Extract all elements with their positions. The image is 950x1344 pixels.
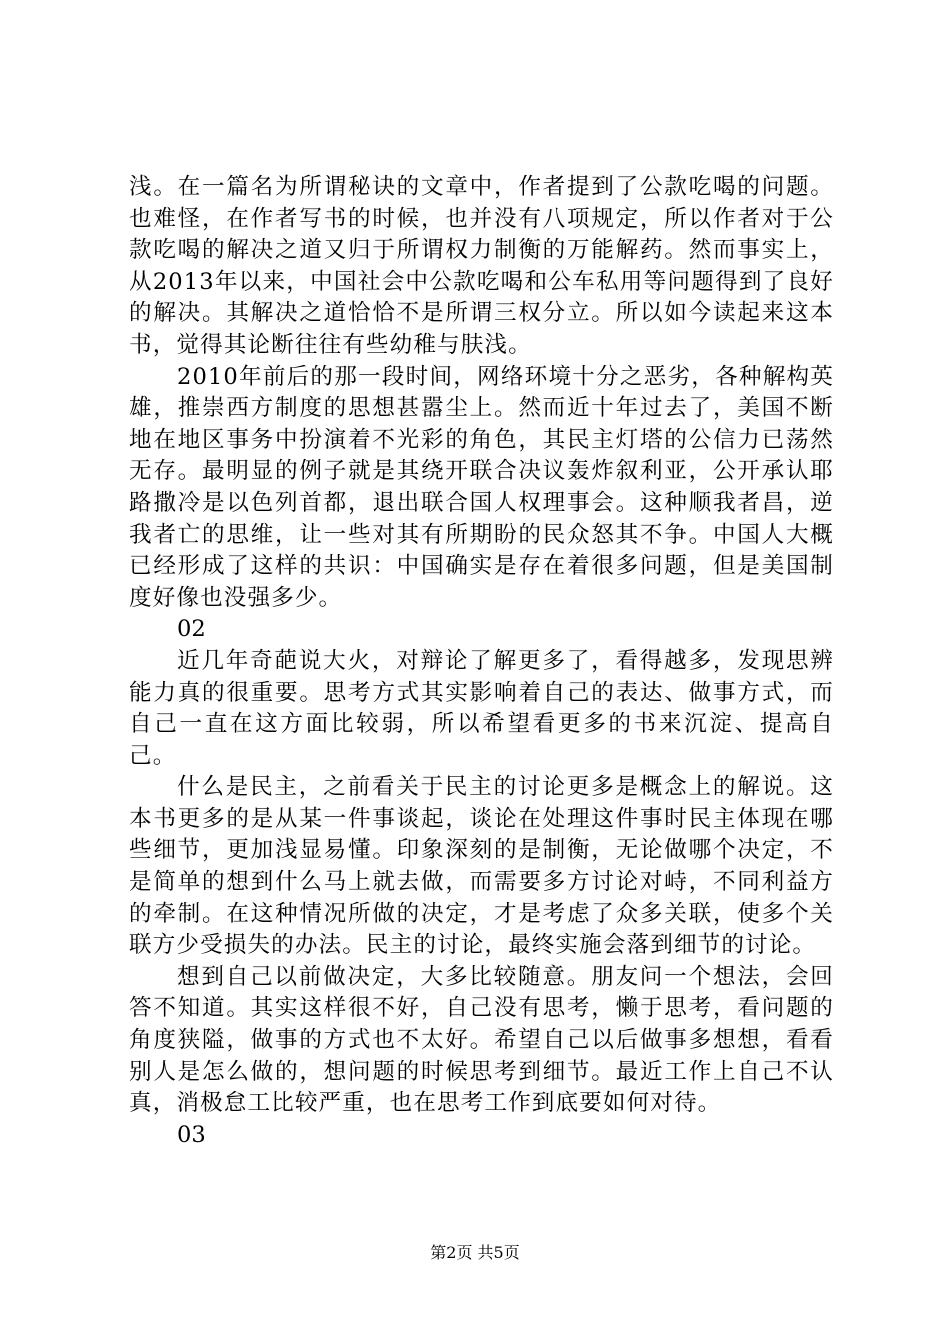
paragraph: 2010年前后的那一段时间，网络环境十分之恶劣，各种解构英雄，推崇西方制度的思想甚嚣尘上。然而近十年过去了，美国不断地在地区事务中扮演着不光彩的角色，其民主灯塔的公信力已荡然无存。最明显的例子就是其绕开联合决议轰炸叙利亚，公开承认耶路撒冷是以色列首都，退出联合国人权理事会。这种顺我者昌，逆我者亡的思维，让一些对其有所期盼的民众怒其不争。中国人大概已经形成了这样的共识：中国确实是存在着很多问题，但是美国制度好像也没强多少。 [129, 363, 834, 611]
paragraph: 浅。在一篇名为所谓秘诀的文章中，作者提到了公款吃喝的问题。也难怪，在作者写书的时候，也并没有八项规定，所以作者对于公款吃喝的解决之道又归于所谓权力制衡的万能解药。然而事实上，从2013年以来，中国社会中公款吃喝和公车私用等问题得到了良好的解决。其解决之道恰恰不是所谓三权分立。所以如今读起来这本书，觉得其论断往往有些幼稚与肤浅。 [129, 174, 834, 358]
section-number: 02 [177, 616, 206, 643]
paragraph: 什么是民主，之前看关于民主的讨论更多是概念上的解说。这本书更多的是从某一件事谈起，谈论在处理这件事时民主体现在哪些细节，更加浅显易懂。印象深刻的是制衡，无论做哪个决定，不是简单的想到什么马上就去做，而需要多方讨论对峙，不同利益方的牵制。在这种情况所做的决定，才是考虑了众多关联，使多个关联方少受损失的办法。民主的讨论，最终实施会落到细节的讨论。 [129, 774, 834, 959]
section-number: 03 [177, 1121, 206, 1148]
page-footer: 第2页 共5页 [430, 1243, 520, 1262]
document-body [129, 172, 834, 1151]
paragraph: 想到自己以前做决定，大多比较随意。朋友问一个想法，会回答不知道。其实这样很不好，自己没有思考，懒于思考，看问题的角度狭隘，做事的方式也不太好。希望自己以后做事多想想，看看别人是怎么做的，想问题的时候思考到细节。最近工作上自己不认真，消极怠工比较严重，也在思考工作到底要如何对待。 [129, 963, 834, 1117]
paragraph: 近几年奇葩说大火，对辩论了解更多了，看得越多，发现思辨能力真的很重要。思考方式其实影响着自己的表达、做事方式，而自己一直在这方面比较弱，所以希望看更多的书来沉淀、提高自己。 [129, 647, 834, 769]
